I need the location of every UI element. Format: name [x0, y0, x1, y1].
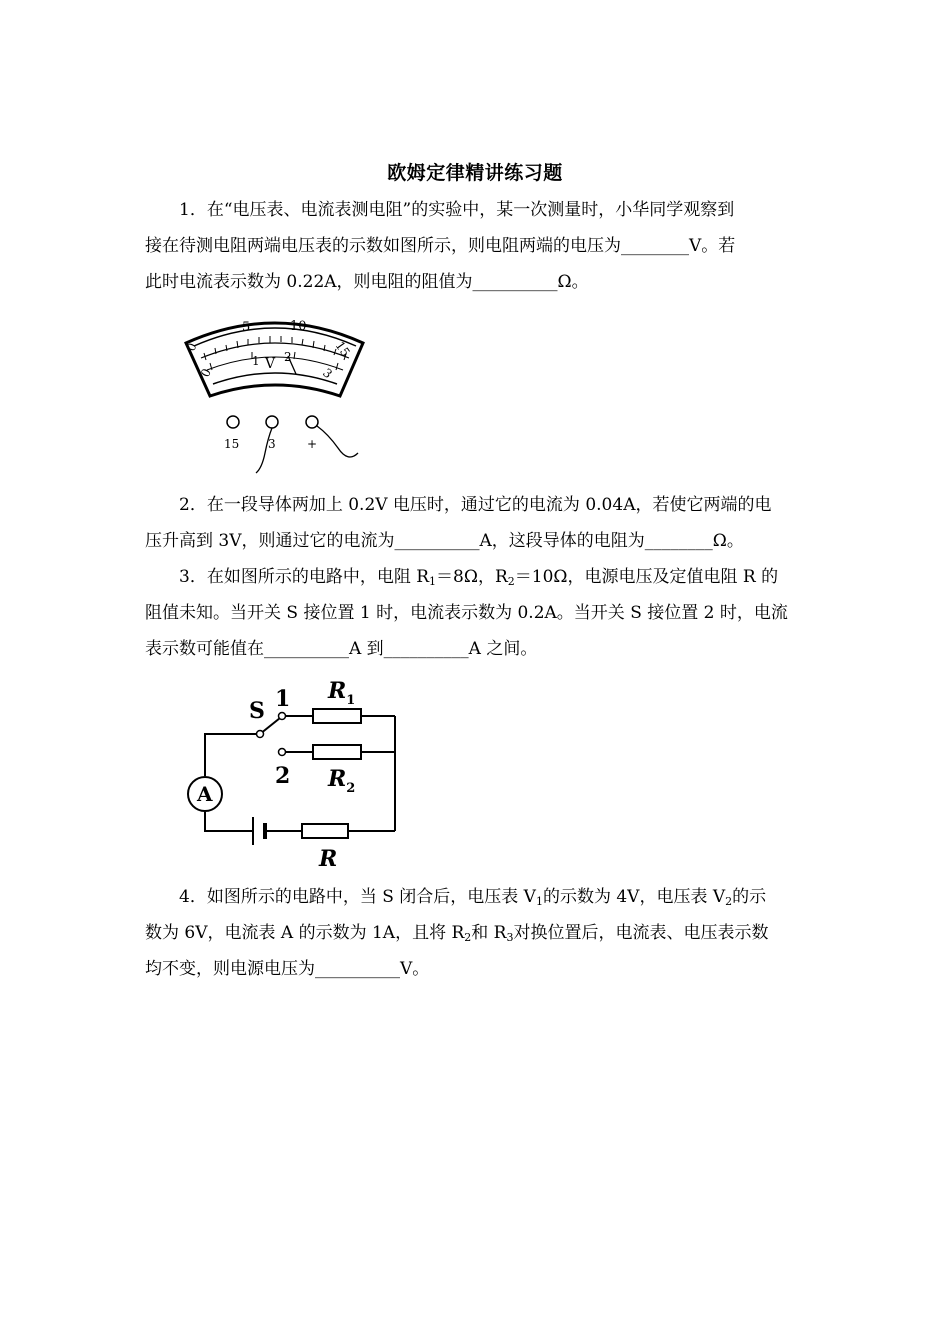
- q3-line-1: 3．在如图所示的电路中，电阻 $R_1=8\Omega$，$R_2=10\Omega$，电源电压及定值电阻 R 的: [179, 567, 779, 588]
- q1-line-1: 1．在“电压表、电流表测电阻”的实验中，某一次测量时，小华同学观察到: [179, 200, 735, 220]
- q4-line-2: 数为 6V，电流表 A 的示数为 1A，且将 $R_2$和 $R_3$对换位置后，电流表、电压表示数: [145, 923, 769, 944]
- terminal-plus: [306, 416, 318, 428]
- scale-lower-1: 1: [252, 354, 260, 368]
- q3-line-3: 表示数可能值在__________A 到__________A 之间。: [145, 639, 538, 659]
- q1-line-2: 接在待测电阻两端电压表的示数如图所示，则电阻两端的电压为________V。若: [145, 236, 736, 256]
- switch-contact-2: [279, 749, 286, 756]
- scale-upper-10: 10: [290, 319, 307, 334]
- q4-line-3: 均不变，则电源电压为__________V。: [145, 959, 430, 979]
- terminal-3: [266, 416, 278, 428]
- q2-line-2: 压升高到 3V，则通过它的电流为__________A，这段导体的电阻为________Ω。: [145, 531, 744, 551]
- scale-lower-3: 3: [320, 365, 335, 382]
- wire-plus: [317, 426, 358, 457]
- terminal-label-plus: +: [307, 437, 318, 451]
- ammeter-label: A: [197, 782, 213, 806]
- scale-upper-0: 0: [183, 341, 200, 354]
- switch-contact-1: [279, 713, 286, 720]
- question-4: [145, 879, 810, 987]
- q3-line-2: 阻值未知。当开关 S 接位置 1 时，电流表示数为 0.2A。当开关 S 接位置 2 时，电流: [145, 603, 788, 623]
- resistor-r1: [313, 709, 361, 723]
- resistor-r: [302, 824, 348, 838]
- q1-line-3: 此时电流表示数为 0.22A，则电阻的阻值为__________Ω。: [145, 272, 589, 292]
- question-1: [145, 192, 810, 300]
- scale-lower-2: 2: [284, 350, 292, 364]
- circuit-figure: [185, 676, 415, 876]
- page-title: 欧姆定律精讲练习题: [387, 162, 563, 184]
- terminal-label-3: 3: [268, 437, 276, 451]
- question-3: [145, 559, 810, 667]
- voltmeter-unit: V: [265, 356, 276, 372]
- position-2-label: 2: [275, 763, 291, 789]
- r1-label: $R_1$: [328, 678, 356, 708]
- scale-lower-0: 0: [198, 366, 214, 380]
- question-2: [145, 487, 810, 559]
- r-label: R: [319, 846, 338, 872]
- resistor-r2: [313, 745, 361, 759]
- terminal-15: [227, 416, 239, 428]
- position-1-label: 1: [275, 686, 291, 712]
- terminal-label-15: 15: [224, 437, 240, 451]
- q2-line-1: 2．在一段导体两加上 0.2V 电压时，通过它的电流为 0.04A，若使它两端的电: [179, 495, 772, 515]
- wire-left: [205, 734, 260, 776]
- voltmeter-terminals: [227, 416, 358, 473]
- r2-label: $R_2$: [328, 766, 356, 796]
- scale-upper-5: 5: [242, 320, 251, 335]
- switch-pivot: [257, 731, 264, 738]
- q4-line-1: 4．如图所示的电路中，当 S 闭合后，电压表 $V_1$的示数为 4V，电压表 $V_2$的示: [179, 887, 767, 908]
- voltmeter-figure: [180, 308, 370, 473]
- switch-label: S: [249, 698, 265, 724]
- scale-upper-15: 15: [332, 338, 353, 360]
